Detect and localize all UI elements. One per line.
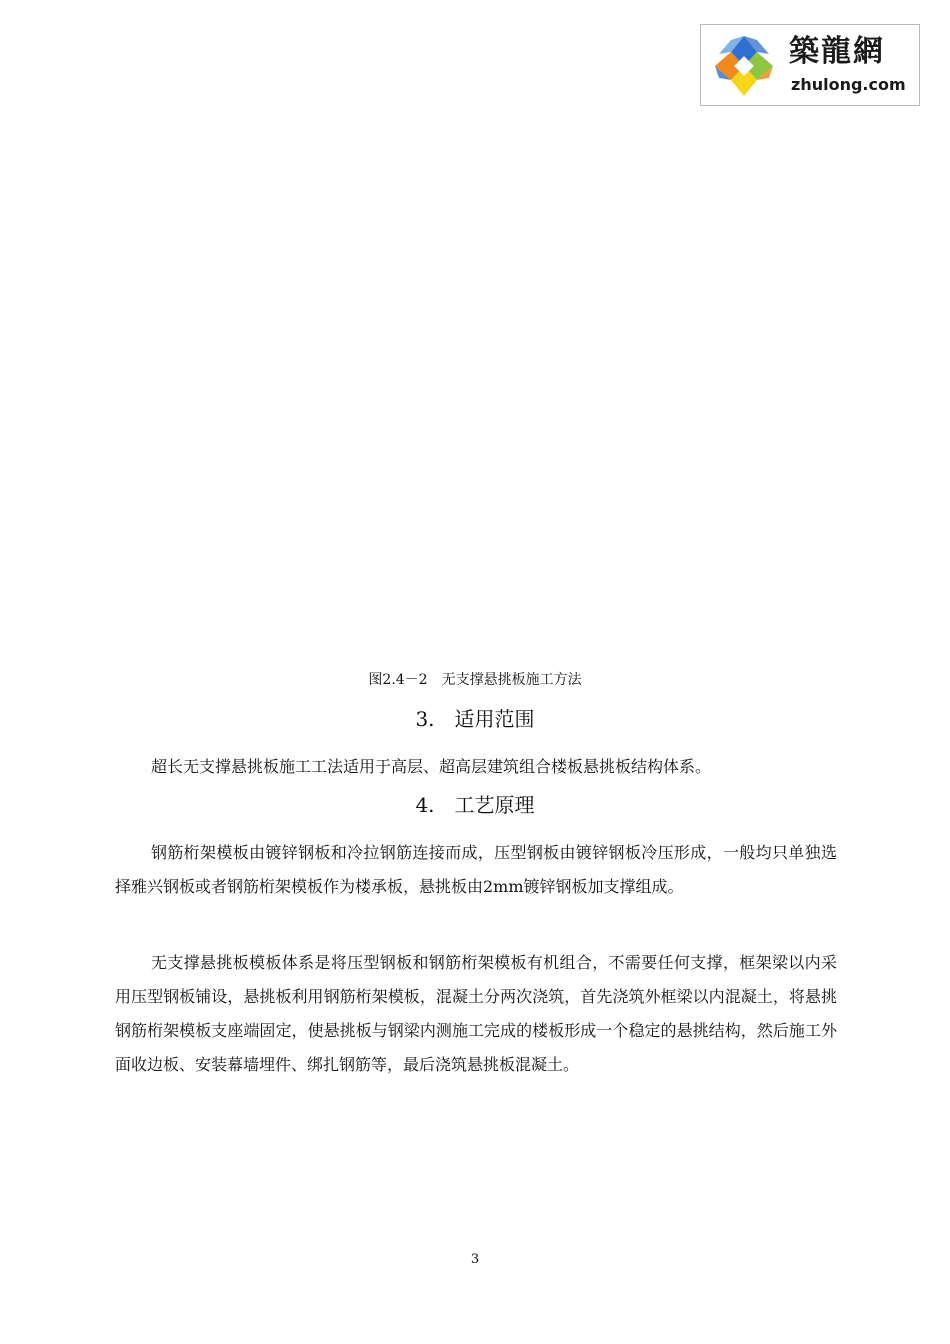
principle-paragraph-2: 无支撑悬挑板模板体系是将压型钢板和钢筋桁架模板有机组合，不需要任何支撑，框架梁以内采用压型钢板铺设，悬挑板利用钢筋桁架模板，混凝土分两次浇筑，首先浇筑外框梁以内混凝土，将悬挑钢筋桁架模板支座端固定，使悬挑板与钢梁内测施工完成的楼板形成一个稳定的悬挑结构，然后施工外面收边板、安装幕墙埋件、绑扎钢筋等，最后浇筑悬挑板混凝土。 xyxy=(115,953,837,1074)
figure-caption: 图2.4－2 无支撑悬挑板施工方法 xyxy=(368,672,582,688)
section-heading-principle: 4. 工艺原理 xyxy=(415,793,535,817)
logo-chinese-name: 築龍網 xyxy=(789,34,885,69)
principle-paragraph-1: 钢筋桁架模板由镀锌钢板和冷拉钢筋连接而成，压型钢板由镀锌钢板冷压形成，一般均只单独选择雅兴钢板或者钢筋桁架模板作为楼承板，悬挑板由2mm镀锌钢板加支撑组成。 xyxy=(115,843,837,896)
page-number: 3 xyxy=(470,1252,480,1267)
scope-paragraph: 超长无支撑悬挑板施工工法适用于高层、超高层建筑组合楼板悬挑板结构体系。 xyxy=(151,757,712,776)
zhulong-logo-icon xyxy=(707,30,781,102)
section-heading-scope: 3. 适用范围 xyxy=(415,707,535,731)
logo-domain: zhulong.com xyxy=(791,75,906,94)
zhulong-logo xyxy=(700,24,920,106)
